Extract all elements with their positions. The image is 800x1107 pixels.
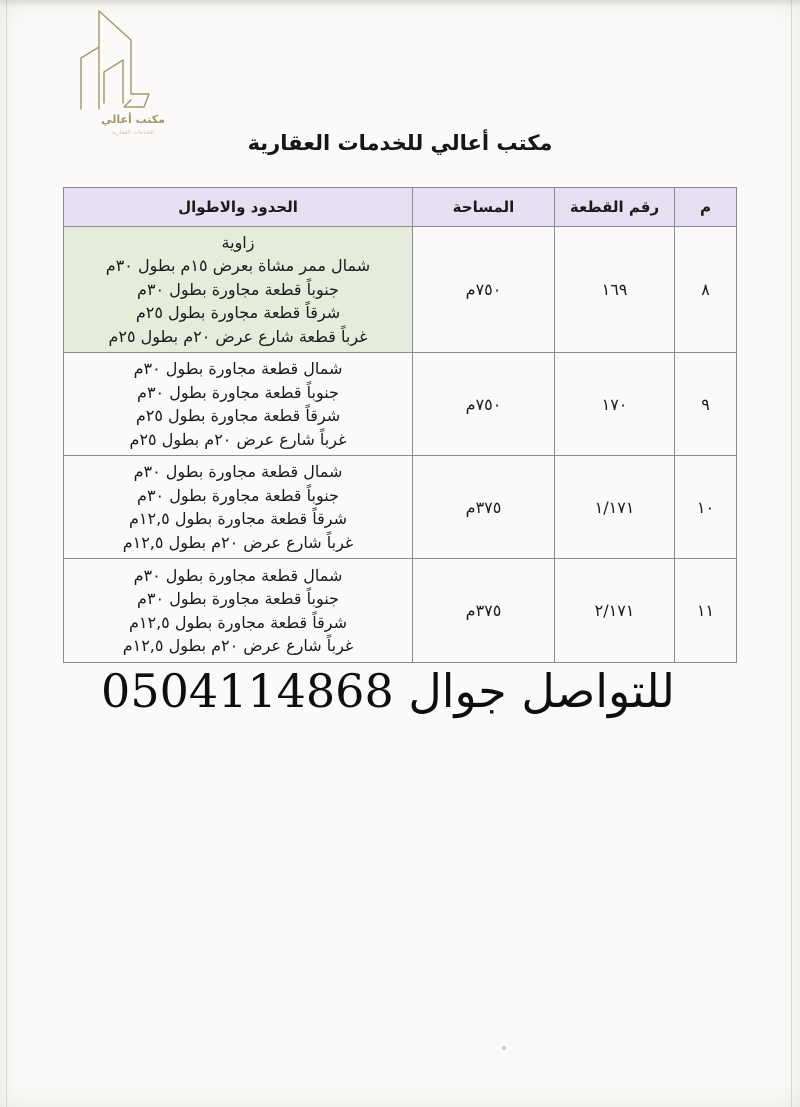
logo-name: مكتب أعالي (101, 113, 165, 126)
header-boundaries: الحدود والاطوال (64, 188, 413, 227)
cell-boundaries (64, 227, 413, 353)
page-title: مكتب أعالي للخدمات العقارية (247, 131, 553, 155)
boundary-line: غرباً شارع عرض ٢٠م بطول ١٢,٥م (122, 532, 354, 552)
header-area: المساحة (413, 188, 555, 227)
boundary-line: شمال قطعة مجاورة بطول ٣٠م (133, 462, 343, 481)
boundary-line: زاوية (221, 232, 255, 252)
cell-area: ٧٥٠م (413, 227, 555, 353)
cell-index: ١٠ (675, 456, 737, 559)
photo-left-edge (6, 0, 7, 1107)
cell-area: ٧٥٠م (413, 353, 555, 456)
office-logo (68, 3, 198, 136)
boundary-line: جنوباً قطعة مجاورة بطول ٣٠م (137, 589, 339, 608)
contact-line: للتواصل جوال 0504114868 (101, 664, 675, 718)
boundary-line: غرباً قطعة شارع عرض ٢٠م بطول ٢٥م (108, 326, 368, 346)
table-row (64, 559, 737, 663)
cell-boundaries (64, 456, 413, 559)
boundary-line: شرقاً قطعة مجاورة بطول ٢٥م (135, 406, 341, 425)
boundary-line: غرباً شارع عرض ٢٠م بطول ٢٥م (129, 429, 347, 449)
photo-right-edge (791, 0, 792, 1107)
header-index: م (675, 188, 737, 227)
boundary-line: شرقاً قطعة مجاورة بطول ٢٥م (135, 303, 341, 323)
dust-speck (502, 1046, 506, 1050)
header-row (64, 188, 737, 227)
cell-plot-number: ٢/١٧١ (555, 559, 675, 663)
plots-table (63, 187, 737, 663)
boundary-line: جنوباً قطعة مجاورة بطول ٣٠م (137, 485, 339, 505)
cell-plot-number: ١/١٧١ (555, 456, 675, 559)
cell-boundaries (64, 353, 413, 456)
boundary-line: شمال قطعة مجاورة بطول ٣٠م (133, 359, 343, 378)
boundary-line: شرقاً قطعة مجاورة بطول ١٢,٥م (128, 509, 348, 528)
logo-tagline: للخدمات العقارية (111, 129, 155, 136)
boundary-line: شمال قطعة مجاورة بطول ٣٠م (133, 565, 343, 585)
boundary-line: شرقاً قطعة مجاورة بطول ١٢,٥م (128, 612, 348, 632)
cell-area: ٣٧٥م (413, 559, 555, 663)
cell-plot-number: ١٧٠ (555, 353, 675, 456)
table-row (64, 353, 737, 456)
boundary-line: شمال ممر مشاة بعرض ١٥م بطول ٣٠م (105, 256, 371, 276)
cell-plot-number: ١٦٩ (555, 227, 675, 353)
table-row (64, 456, 737, 559)
plots-table-header (64, 188, 737, 227)
cell-area: ٣٧٥م (413, 456, 555, 559)
cell-index: ٨ (675, 227, 737, 353)
cell-boundaries (64, 559, 413, 663)
boundary-line: جنوباً قطعة مجاورة بطول ٣٠م (137, 382, 339, 402)
buildings-outline-icon (73, 3, 193, 113)
plots-table-body (64, 227, 737, 663)
cell-index: ٩ (675, 353, 737, 456)
header-plot-number: رقم القطعة (555, 188, 675, 227)
cell-index: ١١ (675, 559, 737, 663)
boundary-line: غرباً شارع عرض ٢٠م بطول ١٢,٥م (122, 636, 354, 655)
boundary-line: جنوباً قطعة مجاورة بطول ٣٠م (137, 279, 339, 299)
table-row (64, 227, 737, 353)
